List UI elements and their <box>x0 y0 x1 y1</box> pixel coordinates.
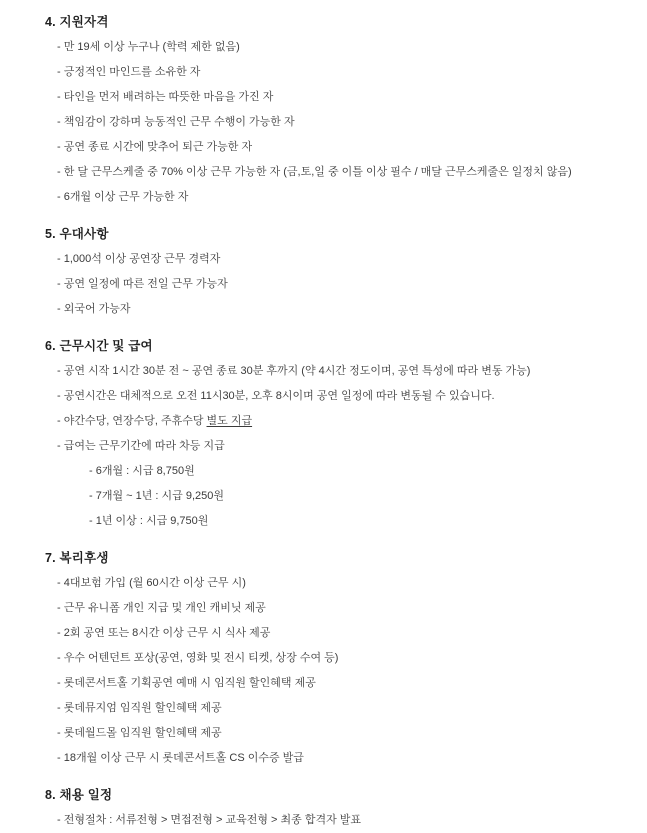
section-heading: 4. 지원자격 <box>45 15 109 29</box>
list-item: - 전형절차 : 서류전형 > 면접전형 > 교육전형 > 최종 합격자 발표 <box>57 814 362 826</box>
section-heading: 7. 복리후생 <box>45 551 109 565</box>
list-item: - 근무 유니폼 개인 지급 및 개인 캐비닛 제공 <box>57 602 266 614</box>
list-item: - 18개월 이상 근무 시 롯데콘서트홀 CS 이수증 발급 <box>57 752 304 764</box>
section-heading: 6. 근무시간 및 급여 <box>45 339 153 353</box>
section-recruitment-schedule <box>45 783 629 833</box>
section-heading: 5. 우대사항 <box>45 227 109 241</box>
list-item: - 공연 시작 1시간 30분 전 ~ 공연 종료 30분 후까지 (약 4시간 정도이며, 공연 특성에 따라 변동 가능) <box>57 365 531 377</box>
list-item: - 책임감이 강하며 능동적인 근무 수행이 가능한 자 <box>57 116 295 128</box>
list-item: - 2회 공연 또는 8시간 이상 근무 시 식사 제공 <box>57 627 271 639</box>
list-item: - 한 달 근무스케줄 중 70% 이상 근무 가능한 자 (금,토,일 중 이틀 이상 필수 / 매달 근무스케줄은 일정치 않음) <box>57 166 572 178</box>
list-item: - 롯데콘서트홀 기획공연 예매 시 임직원 할인혜택 제공 <box>57 677 316 689</box>
section-hours-and-pay <box>45 334 629 534</box>
list-item: - 6개월 이상 근무 가능한 자 <box>57 191 189 203</box>
list-subitem-wage-over-1yr: - 1년 이상 : 시급 9,750원 <box>89 515 209 527</box>
section-benefits <box>45 546 629 771</box>
list-item: - 공연 종료 시간에 맞추어 퇴근 가능한 자 <box>57 141 253 153</box>
section-qualifications <box>45 10 629 210</box>
list-item: - 급여는 근무기간에 따라 차등 지급 <box>57 440 225 452</box>
list-item: - 타인을 먼저 배려하는 따뜻한 마음을 가진 자 <box>57 91 274 103</box>
underlined-text: 별도 지급 <box>206 415 253 427</box>
list-item-text: - 야간수당, 연장수당, 주휴수당 <box>57 415 207 427</box>
section-preferred <box>45 222 629 322</box>
list-item: - 4대보험 가입 (월 60시간 이상 근무 시) <box>57 577 246 589</box>
list-subitem-wage-6mo: - 6개월 : 시급 8,750원 <box>89 465 195 477</box>
list-item <box>45 409 629 434</box>
list-item: - 외국어 가능자 <box>57 303 131 315</box>
list-item: - 만 19세 이상 누구나 (학력 제한 없음) <box>57 41 240 53</box>
section-heading: 8. 채용 일정 <box>45 788 113 802</box>
list-item: - 공연 일정에 따른 전일 근무 가능자 <box>57 278 228 290</box>
list-item: - 롯데월드몰 임직원 할인혜택 제공 <box>57 727 222 739</box>
list-item: - 공연시간은 대체적으로 오전 11시30분, 오후 8시이며 공연 일정에 따라 변동될 수 있습니다. <box>57 390 495 402</box>
list-item: - 긍정적인 마인드를 소유한 자 <box>57 66 201 78</box>
list-item: - 롯데뮤지엄 임직원 할인혜택 제공 <box>57 702 222 714</box>
list-item: - 우수 어텐던트 포상(공연, 영화 및 전시 티켓, 상장 수여 등) <box>57 652 339 664</box>
list-subitem-wage-7mo-1yr: - 7개월 ~ 1년 : 시급 9,250원 <box>89 490 224 502</box>
list-item: - 1,000석 이상 공연장 근무 경력자 <box>57 253 221 265</box>
